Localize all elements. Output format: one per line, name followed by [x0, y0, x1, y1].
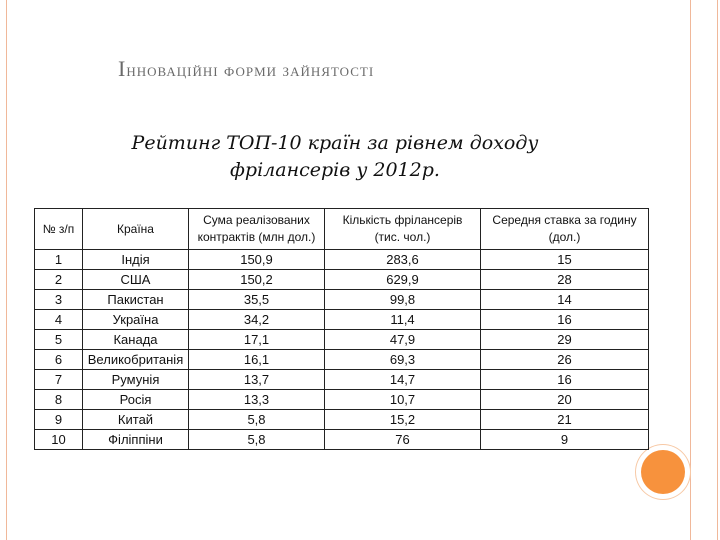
slide-title: Інноваційні форми зайнятості [118, 56, 375, 81]
cell-contract-sum: 17,1 [189, 330, 325, 350]
table-caption-line-2: фрілансерів у 2012р. [230, 159, 440, 181]
cell-num: 10 [35, 430, 83, 450]
cell-num: 5 [35, 330, 83, 350]
cell-freelancer-count: 99,8 [325, 290, 481, 310]
cell-contract-sum: 5,8 [189, 430, 325, 450]
cell-contract-sum: 5,8 [189, 410, 325, 430]
cell-freelancer-count: 14,7 [325, 370, 481, 390]
cell-freelancer-count: 76 [325, 430, 481, 450]
cell-country: Китай [83, 410, 189, 430]
header-freelancer-count-line-2: (тис. чол.) [374, 230, 431, 244]
cell-contract-sum: 150,9 [189, 250, 325, 270]
header-country: Країна [83, 209, 189, 250]
table-row [35, 310, 649, 330]
cell-num: 7 [35, 370, 83, 390]
cell-hourly-rate: 29 [481, 330, 649, 350]
table-caption-line-1: Рейтинг ТОП-10 країн за рівнем доходу [131, 132, 539, 154]
header-contract-sum-line-2: контрактів (млн дол.) [197, 230, 316, 244]
cell-num: 3 [35, 290, 83, 310]
table-row [35, 330, 649, 350]
cell-country: Пакистан [83, 290, 189, 310]
header-freelancer-count-line-1: Кількість фрілансерів [342, 213, 463, 227]
cell-num: 1 [35, 250, 83, 270]
cell-contract-sum: 13,7 [189, 370, 325, 390]
header-hourly-rate-line-1: Середня ставка за годину [492, 213, 637, 227]
table-row [35, 290, 649, 310]
cell-hourly-rate: 16 [481, 310, 649, 330]
cell-freelancer-count: 629,9 [325, 270, 481, 290]
cell-freelancer-count: 283,6 [325, 250, 481, 270]
table-caption [70, 130, 600, 184]
header-hourly-rate [481, 209, 649, 250]
table-row [35, 350, 649, 370]
table-row [35, 370, 649, 390]
left-frame-line [6, 0, 7, 540]
table-row [35, 270, 649, 290]
table-row [35, 430, 649, 450]
cell-hourly-rate: 28 [481, 270, 649, 290]
cell-freelancer-count: 15,2 [325, 410, 481, 430]
cell-country: США [83, 270, 189, 290]
cell-freelancer-count: 10,7 [325, 390, 481, 410]
cell-hourly-rate: 21 [481, 410, 649, 430]
cell-country: Канада [83, 330, 189, 350]
cell-hourly-rate: 15 [481, 250, 649, 270]
table-row [35, 250, 649, 270]
cell-hourly-rate: 16 [481, 370, 649, 390]
cell-freelancer-count: 11,4 [325, 310, 481, 330]
cell-contract-sum: 35,5 [189, 290, 325, 310]
cell-contract-sum: 16,1 [189, 350, 325, 370]
freelancer-ranking-table [34, 208, 649, 450]
table-row [35, 390, 649, 410]
cell-country: Індія [83, 250, 189, 270]
table-row [35, 410, 649, 430]
cell-country: Великобританія [83, 350, 189, 370]
cell-hourly-rate: 9 [481, 430, 649, 450]
cell-freelancer-count: 69,3 [325, 350, 481, 370]
right-frame-band [690, 0, 718, 540]
cell-country: Румунія [83, 370, 189, 390]
cell-country: Україна [83, 310, 189, 330]
cell-freelancer-count: 47,9 [325, 330, 481, 350]
header-hourly-rate-line-2: (дол.) [548, 230, 581, 244]
decorative-circle [641, 450, 685, 494]
header-contract-sum-line-1: Сума реалізованих [203, 213, 310, 227]
cell-num: 6 [35, 350, 83, 370]
header-num: № з/п [35, 209, 83, 250]
cell-num: 8 [35, 390, 83, 410]
cell-country: Росія [83, 390, 189, 410]
table-header-row [35, 209, 649, 250]
cell-contract-sum: 13,3 [189, 390, 325, 410]
cell-hourly-rate: 20 [481, 390, 649, 410]
cell-num: 9 [35, 410, 83, 430]
header-contract-sum [189, 209, 325, 250]
cell-num: 2 [35, 270, 83, 290]
cell-hourly-rate: 14 [481, 290, 649, 310]
header-freelancer-count [325, 209, 481, 250]
cell-num: 4 [35, 310, 83, 330]
cell-contract-sum: 34,2 [189, 310, 325, 330]
cell-hourly-rate: 26 [481, 350, 649, 370]
cell-country: Філіппіни [83, 430, 189, 450]
cell-contract-sum: 150,2 [189, 270, 325, 290]
